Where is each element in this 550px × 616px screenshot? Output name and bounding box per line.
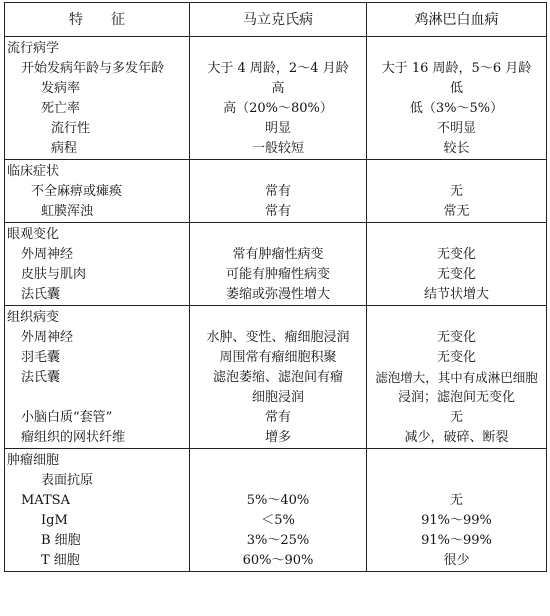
leukosis-value: 低	[367, 79, 547, 99]
table-row	[5, 328, 547, 348]
leukosis-value: 结节状增大	[367, 285, 547, 306]
marek-value	[190, 368, 367, 408]
section-title: 组织病变	[5, 306, 190, 329]
leukosis-value: 无	[367, 408, 547, 428]
comparison-table-container	[4, 2, 546, 572]
marek-value: 3%～25%	[190, 531, 367, 551]
row-label: T 细胞	[5, 551, 190, 572]
marek-value: 常有	[190, 202, 367, 223]
header-row	[5, 3, 547, 37]
leukosis-value-line: 滤泡增大，其中有成淋巴细胞	[375, 370, 538, 385]
subsection-title: 表面抗原	[5, 471, 190, 491]
leukosis-value	[367, 368, 547, 408]
leukosis-value: 低（3%～5%）	[367, 99, 547, 119]
table-row	[5, 531, 547, 551]
table-row	[5, 265, 547, 285]
row-label: 外周神经	[5, 328, 190, 348]
leukosis-value: 较长	[367, 139, 547, 160]
section-title: 眼观变化	[5, 223, 190, 246]
row-label: 病程	[5, 139, 190, 160]
table-row	[5, 202, 547, 223]
row-label: MATSA	[5, 491, 190, 511]
row-label: 瘤组织的网状纤维	[5, 428, 190, 449]
row-label: 不全麻痹或瘫痪	[5, 182, 190, 202]
section-tumor-cells	[5, 449, 547, 572]
marek-value: ＜5%	[190, 511, 367, 531]
marek-value: 可能有肿瘤性病变	[190, 265, 367, 285]
leukosis-value-line: 浸润；滤泡间无变化	[397, 390, 515, 405]
leukosis-value: 91%～99%	[367, 531, 547, 551]
header-feature: 特 征	[5, 3, 190, 37]
row-label: 外周神经	[5, 245, 190, 265]
marek-value: 周围常有瘤细胞积聚	[190, 348, 367, 368]
leukosis-value: 常无	[367, 202, 547, 223]
subsection-row	[5, 471, 547, 491]
marek-value: 明显	[190, 119, 367, 139]
leukosis-value: 很少	[367, 551, 547, 572]
row-label: B 细胞	[5, 531, 190, 551]
marek-value: 60%～90%	[190, 551, 367, 572]
table-row	[5, 551, 547, 572]
table-row	[5, 491, 547, 511]
row-label: 小脑白质“套管”	[5, 408, 190, 428]
table-row	[5, 59, 547, 79]
marek-value: 增多	[190, 428, 367, 449]
marek-value: 常有	[190, 182, 367, 202]
row-label: 皮肤与肌肉	[5, 265, 190, 285]
section-clinical	[5, 160, 547, 223]
marek-value: 萎缩或弥漫性增大	[190, 285, 367, 306]
table-row	[5, 245, 547, 265]
leukosis-value: 不明显	[367, 119, 547, 139]
section-histopathology	[5, 306, 547, 449]
leukosis-value: 减少，破碎、断裂	[367, 428, 547, 449]
section-title: 临床症状	[5, 160, 190, 183]
leukosis-value: 无变化	[367, 245, 547, 265]
table-row	[5, 119, 547, 139]
marek-value: 常有肿瘤性病变	[190, 245, 367, 265]
row-label: 开始发病年龄与多发年龄	[5, 59, 190, 79]
leukosis-value: 91%～99%	[367, 511, 547, 531]
table-row	[5, 99, 547, 119]
leukosis-value: 无	[367, 182, 547, 202]
row-label: 法氏囊	[5, 285, 190, 306]
row-label: 羽毛囊	[5, 348, 190, 368]
marek-value: 常有	[190, 408, 367, 428]
header-leukosis: 鸡淋巴白血病	[367, 3, 547, 37]
section-gross-changes	[5, 223, 547, 306]
table-row	[5, 182, 547, 202]
row-label: 流行性	[5, 119, 190, 139]
marek-value: 水肿、变性、瘤细胞浸润	[190, 328, 367, 348]
marek-value: 大于 4 周龄，2～4 月龄	[190, 59, 367, 79]
table-row	[5, 79, 547, 99]
row-label: IgM	[5, 511, 190, 531]
row-label: 死亡率	[5, 99, 190, 119]
marek-value: 5%～40%	[190, 491, 367, 511]
marek-value: 高（20%～80%）	[190, 99, 367, 119]
table-row	[5, 511, 547, 531]
section-epidemiology	[5, 37, 547, 160]
marek-value-line: 滤泡萎缩、滤泡间有瘤	[212, 370, 343, 385]
leukosis-value: 无变化	[367, 328, 547, 348]
table-row	[5, 139, 547, 160]
leukosis-value: 无变化	[367, 265, 547, 285]
table-row	[5, 348, 547, 368]
table-row	[5, 428, 547, 449]
leukosis-value: 无变化	[367, 348, 547, 368]
comparison-table	[4, 2, 547, 572]
row-label: 法氏囊	[5, 368, 190, 408]
leukosis-value: 大于 16 周龄，5～6 月龄	[367, 59, 547, 79]
table-row	[5, 368, 547, 408]
marek-value: 高	[190, 79, 367, 99]
table-row	[5, 285, 547, 306]
row-label: 发病率	[5, 79, 190, 99]
marek-value-line: 细胞浸润	[251, 390, 304, 405]
section-title: 流行病学	[5, 37, 190, 60]
table-row	[5, 408, 547, 428]
leukosis-value: 无	[367, 491, 547, 511]
marek-value: 一般较短	[190, 139, 367, 160]
row-label: 虹膜浑浊	[5, 202, 190, 223]
header-marek: 马立克氏病	[190, 3, 367, 37]
section-title: 肿瘤细胞	[5, 449, 190, 472]
